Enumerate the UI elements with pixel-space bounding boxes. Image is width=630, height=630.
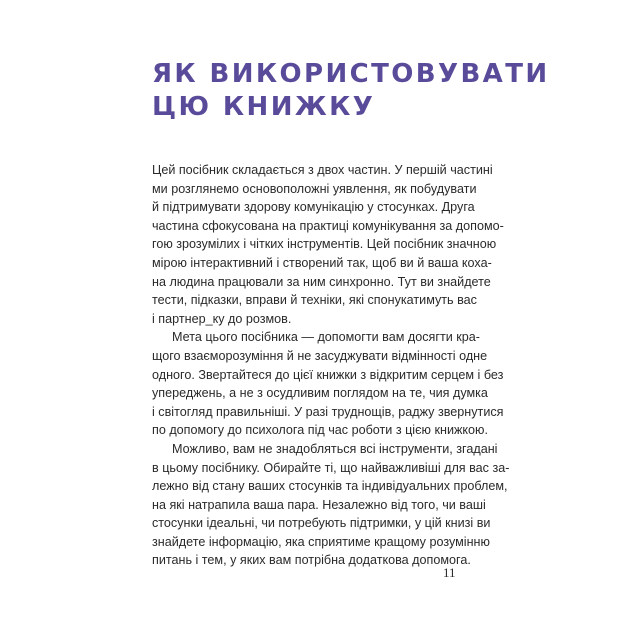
text-line: Мета цього посібника — допомогти вам досягти кра- bbox=[172, 330, 480, 345]
text-line: по допомогу до психолога під час роботи з цією книжкою. bbox=[152, 423, 489, 438]
text-line: в цьому посібнику. Обирайте ті, що найважливіші для вас за- bbox=[152, 460, 510, 475]
paragraph-2 bbox=[152, 328, 504, 440]
paragraph-3 bbox=[152, 440, 510, 570]
chapter-title bbox=[152, 58, 550, 124]
page-number: 11 bbox=[443, 565, 456, 580]
text-line: знайдете інформацію, яка сприятиме кращому розумінню bbox=[152, 534, 490, 549]
text-line: щого взаєморозуміння й не засуджувати відмінності одне bbox=[152, 348, 488, 363]
paragraph-1 bbox=[152, 161, 504, 328]
text-line: і партнер_ку до розмов. bbox=[152, 311, 292, 326]
text-line: на людина працювали за ним синхронно. Тут ви знайдете bbox=[152, 274, 491, 289]
text-line: й підтримувати здорову комунікацію у стосунках. Друга bbox=[152, 200, 475, 215]
text-line: Цей посібник складається з двох частин. У першій частині bbox=[152, 163, 493, 177]
text-line: ми розглянемо основоположні уявлення, як побудувати bbox=[152, 181, 477, 196]
text-line: одного. Звертайтеся до цієї книжки з відкритим серцем і без bbox=[152, 367, 504, 382]
text-line: частина сфокусована на практиці комунікування за допомо- bbox=[152, 218, 504, 233]
chapter-title-line-2: ЦЮ КНИЖКУ bbox=[152, 92, 376, 122]
text-line: мірою інтерактивний і створений так, щоб ви й ваша коха- bbox=[152, 255, 492, 270]
text-line: стосунки ідеальні, чи потребують підтримки, у цій книзі ви bbox=[152, 516, 491, 531]
body-text bbox=[152, 161, 510, 570]
text-line: Можливо, вам не знадобляться всі інструменти, згадані bbox=[172, 441, 498, 456]
chapter-title-line-1: ЯК ВИКОРИСТОВУВАТИ bbox=[152, 59, 550, 89]
text-line: питань і тем, у яких вам потрібна додаткова допомога. bbox=[152, 553, 471, 568]
text-line: гою зрозумілих і чітких інструментів. Цей посібник значною bbox=[152, 237, 497, 252]
text-line: лежно від стану ваших стосунків та індивідуальних проблем, bbox=[152, 479, 508, 494]
text-line: на які натрапила ваша пара. Незалежно від того, чи ваші bbox=[152, 497, 486, 512]
text-line: тести, підказки, вправи й техніки, які спонукатимуть вас bbox=[152, 293, 477, 308]
text-line: упереджень, а не з осудливим поглядом на те, чия думка bbox=[152, 386, 488, 401]
text-line: і світогляд правильніші. У разі труднощів, раджу звернутися bbox=[152, 404, 504, 419]
